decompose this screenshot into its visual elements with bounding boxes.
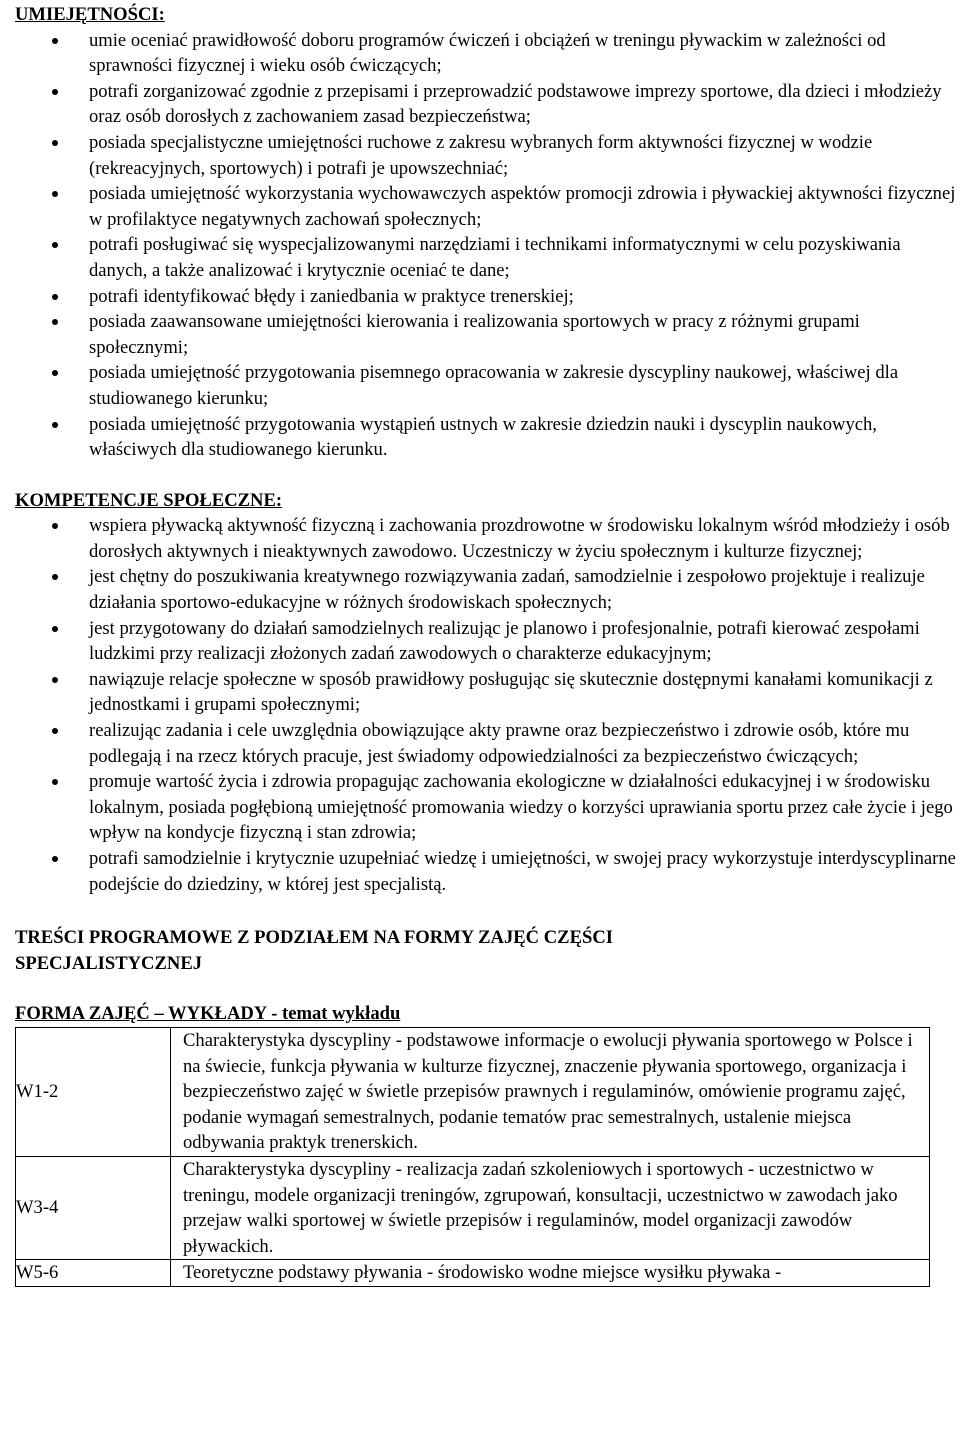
list-item	[89, 616, 960, 667]
list-item	[89, 181, 960, 232]
list-item-text: promuje wartość życia i zdrowia propagując zachowania ekologiczne w działalności edukacyjnej i w środowisku lokalnym, posiada pogłębioną umiejętność promowania wiedzy o korzyści uprawiania sportu przez całe życie i jego wpływ na kondycje fizyczną i stan zdrowia;	[89, 771, 953, 844]
bullet-icon	[52, 319, 58, 325]
table-row	[16, 1156, 930, 1259]
bullet-icon	[52, 779, 58, 785]
lecture-code: W3-4	[16, 1156, 171, 1259]
list-item-text: umie oceniać prawidłowość doboru programów ćwiczeń i obciążeń w treningu pływackim w zależności od sprawności fizycznej i wieku osób ćwiczących;	[89, 29, 886, 77]
list-item	[89, 846, 960, 897]
list-item	[89, 79, 960, 130]
list-item-text: realizując zadania i cele uwzględnia obowiązujące akty prawne oraz bezpieczeństwo i zdrowie osób, które mu podlegają i na rzecz których pracuje, jest świadomy odpowiedzialności za bezpieczeństwo ćwiczących;	[89, 720, 910, 767]
social-competences-list	[15, 513, 960, 897]
list-item-text: posiada zaawansowane umiejętności kierowania i realizowania sportowych w pracy z różnymi grupami społecznymi;	[89, 311, 860, 358]
bullet-icon	[52, 191, 58, 197]
bullet-icon	[52, 38, 58, 44]
table-row	[16, 1260, 930, 1287]
bullet-icon	[52, 242, 58, 248]
list-item-text: posiada specjalistyczne umiejętności ruchowe z zakresu wybranych form aktywności fizycznej w wodzie (rekreacyjnych, sportowych) i potrafi je upowszechniać;	[89, 131, 873, 179]
bullet-icon	[52, 574, 58, 580]
list-item	[89, 28, 960, 79]
social-competences-heading: KOMPETENCJE SPOŁECZNE:	[15, 489, 283, 511]
bullet-icon	[52, 856, 58, 862]
skills-list	[15, 28, 960, 463]
list-item-text: nawiązuje relacje społeczne w sposób prawidłowy posługując się skutecznie dostępnymi kanałami komunikacji z jednostkami i grupami społecznymi;	[89, 668, 933, 716]
lecture-code: W1-2	[16, 1027, 171, 1156]
bullet-icon	[52, 140, 58, 146]
list-item	[89, 360, 960, 411]
lecture-topic: Teoretyczne podstawy pływania - środowisko wodne miejsce wysiłku pływaka -	[171, 1260, 930, 1287]
lecture-code: W5-6	[16, 1260, 171, 1287]
list-item	[89, 309, 960, 360]
bullet-icon	[52, 626, 58, 632]
list-item-text: potrafi identyfikować błędy i zaniedbania w praktyce trenerskiej;	[89, 285, 574, 307]
list-item	[89, 718, 960, 769]
list-item	[89, 667, 960, 718]
bullet-icon	[52, 728, 58, 734]
form-title: FORMA ZAJĘĆ – WYKŁADY - temat wykładu	[15, 1003, 401, 1025]
list-item	[89, 232, 960, 283]
list-item	[89, 513, 960, 564]
lecture-topic: Charakterystyka dyscypliny - podstawowe informacje o ewolucji pływania sportowego w Polsce i na świecie, funkcja pływania w kulturze fizycznej, znaczenie pływania sportowego, organizacja i bezpieczeństwo zajęć w świetle przepisów prawnych i regulaminów, omówienie programu zajęć, podanie wymagań semestralnych, podanie tematów prac semestralnych, ustalenie miejsca odbywania praktyk trenerskich.	[171, 1027, 930, 1156]
list-item-text: potrafi posługiwać się wyspecjalizowanymi narzędziami i technikami informatycznymi w celu pozyskiwania danych, a także analizować i krytycznie oceniać te dane;	[89, 234, 901, 281]
list-item	[89, 412, 960, 463]
list-item	[89, 564, 960, 615]
program-title: TREŚCI PROGRAMOWE Z PODZIAŁEM NA FORMY ZAJĘĆ CZĘŚCI SPECJALISTYCZNEJ	[15, 927, 613, 974]
bullet-icon	[52, 422, 58, 428]
list-item-text: wspiera pływacką aktywność fizyczną i zachowania prozdrowotne w środowisku lokalnym wśród młodzieży i osób dorosłych aktywnych i nieaktywnych zawodowo. Uczestniczy w życiu społecznym i kulturze fizycznej;	[89, 515, 950, 562]
list-item-text: posiada umiejętność przygotowania wystąpień ustnych w zakresie dziedzin nauki i dyscyplin naukowych, właściwych dla studiowanego kierunku.	[89, 413, 877, 461]
bullet-icon	[52, 294, 58, 300]
list-item-text: jest przygotowany do działań samodzielnych realizując je planowo i profesjonalnie, potrafi kierować zespołami ludzkimi przy realizacji złożonych zadań zawodowych o charakterze edukacyjnym;	[89, 617, 920, 665]
list-item-text: posiada umiejętność przygotowania pisemnego opracowania w zakresie dyscypliny naukowej, właściwej dla studiowanego kierunku;	[89, 362, 899, 409]
list-item-text: potrafi samodzielnie i krytycznie uzupełniać wiedzę i umiejętności, w swojej pracy wykorzystuje interdyscyplinarne podejście do dziedziny, w której jest specjalistą.	[89, 848, 956, 895]
list-item-text: posiada umiejętność wykorzystania wychowawczych aspektów promocji zdrowia i pływackiej aktywności fizycznej w profilaktyce negatywnych zachowań społecznych;	[89, 183, 956, 230]
skills-heading: UMIEJĘTNOŚCI:	[15, 4, 165, 25]
table-row	[16, 1027, 930, 1156]
bullet-icon	[52, 523, 58, 529]
list-item	[89, 284, 960, 310]
list-item	[89, 130, 960, 181]
bullet-icon	[52, 89, 58, 95]
list-item-text: jest chętny do poszukiwania kreatywnego rozwiązywania zadań, samodzielnie i zespołowo projektuje i realizuje działania sportowo-edukacyjne w różnych środowiskach społecznych;	[89, 566, 925, 614]
lecture-topic: Charakterystyka dyscypliny - realizacja zadań szkoleniowych i sportowych - uczestnictwo w treningu, modele organizacji treningów, zgrupowań, konsultacji, uczestnictwo w zawodach jako przejaw walki sportowej w świetle przepisów i regulaminów, model organizacji zawodów pływackich.	[171, 1156, 930, 1259]
bullet-icon	[52, 677, 58, 683]
lectures-table	[15, 1027, 930, 1287]
list-item	[89, 769, 960, 846]
bullet-icon	[52, 370, 58, 376]
list-item-text: potrafi zorganizować zgodnie z przepisami i przeprowadzić podstawowe imprezy sportowe, dla dzieci i młodzieży oraz osób dorosłych z zachowaniem zasad bezpieczeństwa;	[89, 80, 942, 128]
